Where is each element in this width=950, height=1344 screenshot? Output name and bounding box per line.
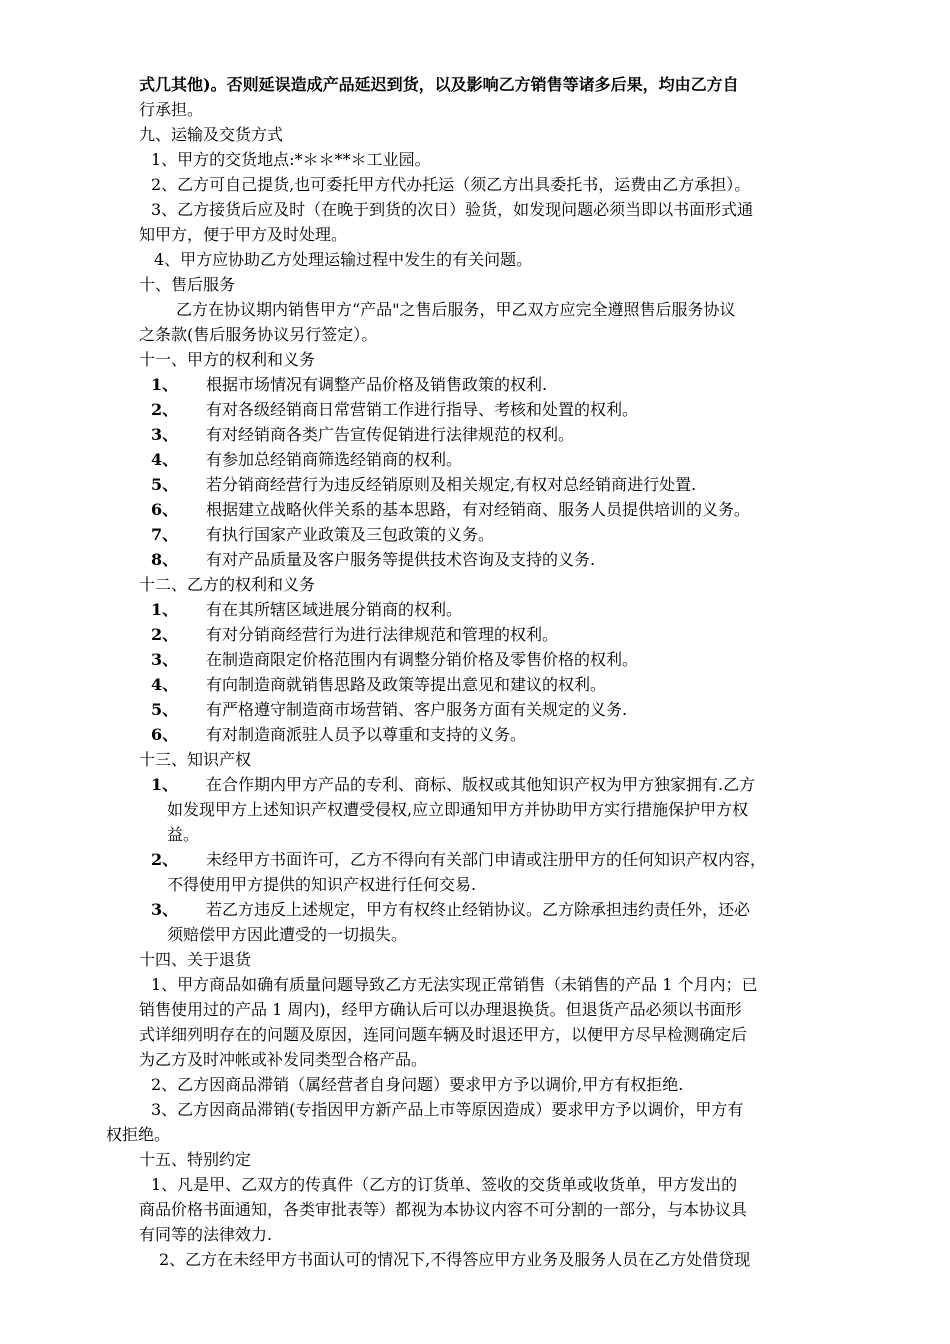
line-text: 商品价格书面通知，各类审批表等）都视为本协议内容不可分割的一部分，与本协议具 bbox=[139, 1200, 748, 1219]
list-number: 6、 bbox=[151, 500, 179, 519]
line-text: 有对经销商各类广告宣传促销进行法律规范的权利。 bbox=[206, 425, 575, 444]
line-text: 未经甲方书面许可，乙方不得向有关部门申请或注册甲方的任何知识产权内容， bbox=[206, 850, 767, 869]
text-line bbox=[0, 872, 950, 897]
text-line bbox=[0, 822, 950, 847]
text-line bbox=[0, 397, 950, 422]
list-number: 5、 bbox=[151, 700, 179, 719]
line-text: 在合作期内甲方产品的专利、商标、版权或其他知识产权为甲方独家拥有.乙方 bbox=[206, 775, 756, 794]
text-line bbox=[0, 747, 950, 772]
line-text: 若分销商经营行为违反经销原则及相关规定,有权对总经销商进行处置. bbox=[206, 475, 697, 494]
line-text: 有执行国家产业政策及三包政策的义务。 bbox=[206, 525, 495, 544]
text-line bbox=[0, 472, 950, 497]
line-text: 有在其所辖区域进展分销商的权利。 bbox=[206, 600, 463, 619]
list-number: 4、 bbox=[151, 450, 179, 469]
text-line bbox=[0, 272, 950, 297]
line-text: 根据市场情况有调整产品价格及销售政策的权利. bbox=[206, 375, 548, 394]
line-text: 十三、知识产权 bbox=[139, 750, 252, 769]
list-number: 6、 bbox=[151, 725, 179, 744]
line-text: 4、甲方应协助乙方处理运输过程中发生的有关问题。 bbox=[154, 250, 533, 269]
text-line bbox=[0, 447, 950, 472]
text-line bbox=[0, 622, 950, 647]
text-line bbox=[0, 1147, 950, 1172]
text-line bbox=[0, 1097, 950, 1122]
line-text: 十四、关于退货 bbox=[139, 950, 252, 969]
text-line bbox=[0, 797, 950, 822]
text-line bbox=[0, 72, 950, 97]
list-number: 1、 bbox=[151, 375, 179, 394]
text-line bbox=[0, 897, 950, 922]
text-line bbox=[0, 497, 950, 522]
document-body bbox=[0, 72, 950, 1272]
text-line bbox=[0, 997, 950, 1022]
text-line bbox=[0, 197, 950, 222]
line-text: 之条款(售后服务协议另行签定）。 bbox=[139, 325, 378, 344]
line-text: 十、售后服务 bbox=[139, 275, 236, 294]
line-text: 权拒绝。 bbox=[106, 1125, 171, 1144]
line-text: 2、乙方因商品滞销（属经营者自身问题）要求甲方予以调价,甲方有权拒绝. bbox=[151, 1075, 684, 1094]
list-number: 4、 bbox=[151, 675, 179, 694]
line-text: 有对制造商派驻人员予以尊重和支持的义务。 bbox=[206, 725, 527, 744]
list-number: 3、 bbox=[151, 425, 179, 444]
text-line bbox=[0, 847, 950, 872]
text-line bbox=[0, 147, 950, 172]
list-number: 3、 bbox=[151, 900, 179, 919]
text-line bbox=[0, 772, 950, 797]
text-line bbox=[0, 547, 950, 572]
text-line bbox=[0, 347, 950, 372]
list-number: 1、 bbox=[151, 600, 179, 619]
text-line bbox=[0, 1197, 950, 1222]
line-text: 3、乙方接货后应及时（在晚于到货的次日）验货，如发现问题必须当即以书面形式通 bbox=[151, 200, 754, 219]
line-text: 式几其他)。否则延误造成产品延迟到货，以及影响乙方销售等诸多后果，均由乙方自 bbox=[139, 75, 739, 94]
line-text: 有严格遵守制造商市场营销、客户服务方面有关规定的义务. bbox=[206, 700, 628, 719]
text-line bbox=[0, 1247, 950, 1272]
text-line bbox=[0, 1072, 950, 1097]
text-line bbox=[0, 222, 950, 247]
line-text: 1、甲方商品如确有质量问题导致乙方无法实现正常销售（未销售的产品 1 个月内；已 bbox=[151, 975, 758, 994]
line-text: 有对产品质量及客户服务等提供技术咨询及支持的义务. bbox=[206, 550, 596, 569]
text-line bbox=[0, 672, 950, 697]
list-number: 2、 bbox=[151, 850, 179, 869]
line-text: 有对各级经销商日常营销工作进行指导、考核和处置的权利。 bbox=[206, 400, 639, 419]
line-text: 十二、乙方的权利和义务 bbox=[139, 575, 316, 594]
line-text: 九、运输及交货方式 bbox=[139, 125, 284, 144]
text-line bbox=[0, 1022, 950, 1047]
text-line bbox=[0, 647, 950, 672]
line-text: 益。 bbox=[167, 825, 200, 844]
text-line bbox=[0, 597, 950, 622]
text-line bbox=[0, 522, 950, 547]
text-line bbox=[0, 922, 950, 947]
line-text: 有向制造商就销售思路及政策等提出意见和建议的权利。 bbox=[206, 675, 607, 694]
list-number: 2、 bbox=[151, 625, 179, 644]
text-line bbox=[0, 122, 950, 147]
text-line bbox=[0, 1047, 950, 1072]
text-line bbox=[0, 97, 950, 122]
text-line bbox=[0, 172, 950, 197]
text-line bbox=[0, 1222, 950, 1247]
text-line bbox=[0, 947, 950, 972]
line-text: 知甲方，便于甲方及时处理。 bbox=[139, 225, 348, 244]
list-number: 1、 bbox=[151, 775, 179, 794]
line-text: 行承担。 bbox=[139, 100, 204, 119]
line-text: 2、乙方在未经甲方书面认可的情况下,不得答应甲方业务及服务人员在乙方处借贷现 bbox=[159, 1250, 751, 1269]
line-text: 有参加总经销商筛选经销商的权利。 bbox=[206, 450, 463, 469]
text-line bbox=[0, 297, 950, 322]
line-text: 有同等的法律效力. bbox=[139, 1225, 273, 1244]
line-text: 若乙方违反上述规定，甲方有权终止经销协议。乙方除承担违约责任外，还必 bbox=[206, 900, 751, 919]
text-line bbox=[0, 422, 950, 447]
text-line bbox=[0, 1122, 950, 1147]
text-line bbox=[0, 572, 950, 597]
text-line bbox=[0, 322, 950, 347]
line-text: 1、甲方的交货地点:*＊＊**＊工业园。 bbox=[151, 150, 431, 169]
line-text: 有对分销商经营行为进行法律规范和管理的权利。 bbox=[206, 625, 559, 644]
line-text: 3、乙方因商品滞销(专指因甲方新产品上市等原因造成）要求甲方予以调价，甲方有 bbox=[151, 1100, 744, 1119]
text-line bbox=[0, 697, 950, 722]
text-line bbox=[0, 1172, 950, 1197]
text-line bbox=[0, 722, 950, 747]
line-text: 式详细列明存在的问题及原因，连同问题车辆及时退还甲方，以便甲方尽早检测确定后 bbox=[139, 1025, 748, 1044]
line-text: 须赔偿甲方因此遭受的一切损失。 bbox=[167, 925, 408, 944]
line-text: 根据建立战略伙伴关系的基本思路，有对经销商、服务人员提供培训的义务。 bbox=[206, 500, 751, 519]
line-text: 为乙方及时冲帐或补发同类型合格产品。 bbox=[139, 1050, 428, 1069]
list-number: 8、 bbox=[151, 550, 179, 569]
list-number: 5、 bbox=[151, 475, 179, 494]
text-line bbox=[0, 247, 950, 272]
list-number: 3、 bbox=[151, 650, 179, 669]
line-text: 乙方在协议期内销售甲方“产品"之售后服务，甲乙双方应完全遵照售后服务协议 bbox=[176, 300, 736, 319]
line-text: 十一、甲方的权利和义务 bbox=[139, 350, 316, 369]
line-text: 2、乙方可自己提货,也可委托甲方代办托运（须乙方出具委托书，运费由乙方承担）。 bbox=[151, 175, 751, 194]
line-text: 1、凡是甲、乙双方的传真件（乙方的订货单、签收的交货单或收货单，甲方发出的 bbox=[151, 1175, 738, 1194]
text-line bbox=[0, 972, 950, 997]
line-text: 不得使用甲方提供的知识产权进行任何交易. bbox=[167, 875, 477, 894]
line-text: 十五、特别约定 bbox=[139, 1150, 252, 1169]
list-number: 2、 bbox=[151, 400, 179, 419]
line-text: 在制造商限定价格范围内有调整分销价格及零售价格的权利。 bbox=[206, 650, 639, 669]
line-text: 销售使用过的产品 1 周内)，经甲方确认后可以办理退换货。但退货产品必须以书面形 bbox=[139, 1000, 742, 1019]
line-text: 如发现甲方上述知识产权遭受侵权,应立即通知甲方并协助甲方实行措施保护甲方权 bbox=[167, 800, 749, 819]
list-number: 7、 bbox=[151, 525, 179, 544]
text-line bbox=[0, 372, 950, 397]
